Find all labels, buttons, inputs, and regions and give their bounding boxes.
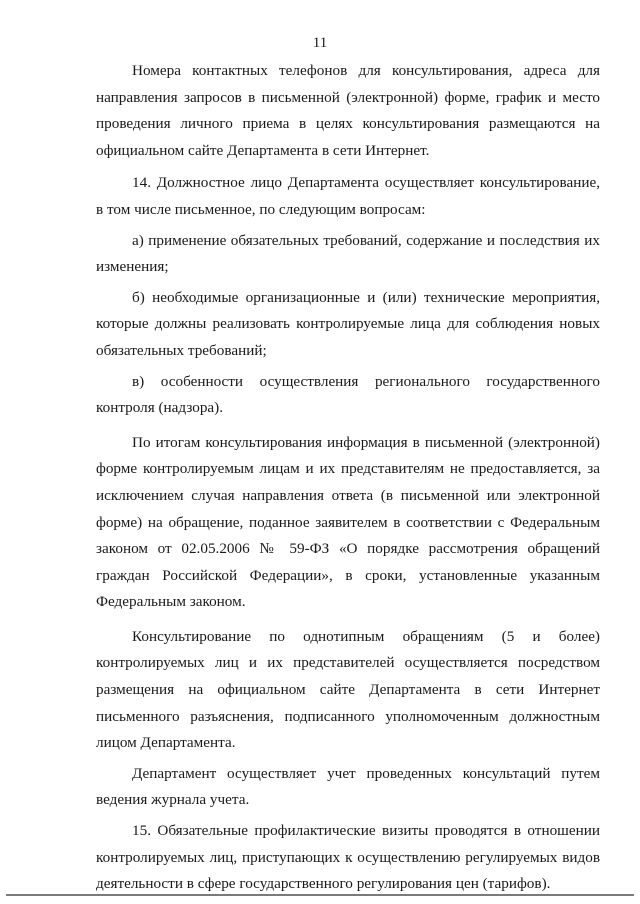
page-bottom-edge bbox=[6, 894, 634, 896]
paragraph-similar-requests: Консультирование по однотипным обращениям (5 и более) контролируемых лиц и их представителей осуществляется посредством размещения на официальном сайте Департамента в сети Интернет письменного разъяснения, подписанного уполномоченным должностным лицом Департамента. bbox=[96, 627, 600, 752]
document-body bbox=[96, 58, 600, 904]
paragraph-item-14: 14. Должностное лицо Департамента осуществляет консультирование, в том числе письменное, по следующим вопросам: bbox=[96, 174, 600, 218]
paragraph-item-15: 15. Обязательные профилактические визиты проводятся в отношении контролируемых лиц, приступающих к осуществлению регулируемых видов деятельности в сфере государственного регулирования цен (тарифов). bbox=[96, 822, 600, 893]
paragraph-consultation-contacts: Номера контактных телефонов для консультирования, адреса для направления запросов в письменной (электронной) форме, график и место проведения личного приема в целях консультирования размещаются на официальном сайте Департамента в сети Интернет. bbox=[96, 62, 600, 159]
paragraph-subitem-v: в) особенности осуществления регионального государственного контроля (надзора). bbox=[96, 372, 600, 417]
paragraph-subitem-b: б) необходимые организационные и (или) технические мероприятия, которые должны реализовать контролируемые лица для соблюдения новых обязательных требований; bbox=[96, 288, 600, 359]
paragraph-consultation-log: Департамент осуществляет учет проведенных консультаций путем ведения журнала учета. bbox=[96, 764, 600, 809]
paragraph-subitem-a: а) применение обязательных требований, содержание и последствия их изменения; bbox=[96, 231, 600, 276]
page-number: 11 bbox=[312, 35, 328, 51]
paragraph-consultation-results: По итогам консультирования информация в письменной (электронной) форме контролируемым лицам и их представителям не предоставляется, за исключением случая направления ответа (в письменной или электронной форме) на обращение, поданное заявителем в соответствии с Федеральным законом от 02.05.2006 № 59-ФЗ «О порядке рассмотрения обращений граждан Российской Федерации», в сроки, установленные указанным Федеральным законом. bbox=[96, 433, 600, 611]
